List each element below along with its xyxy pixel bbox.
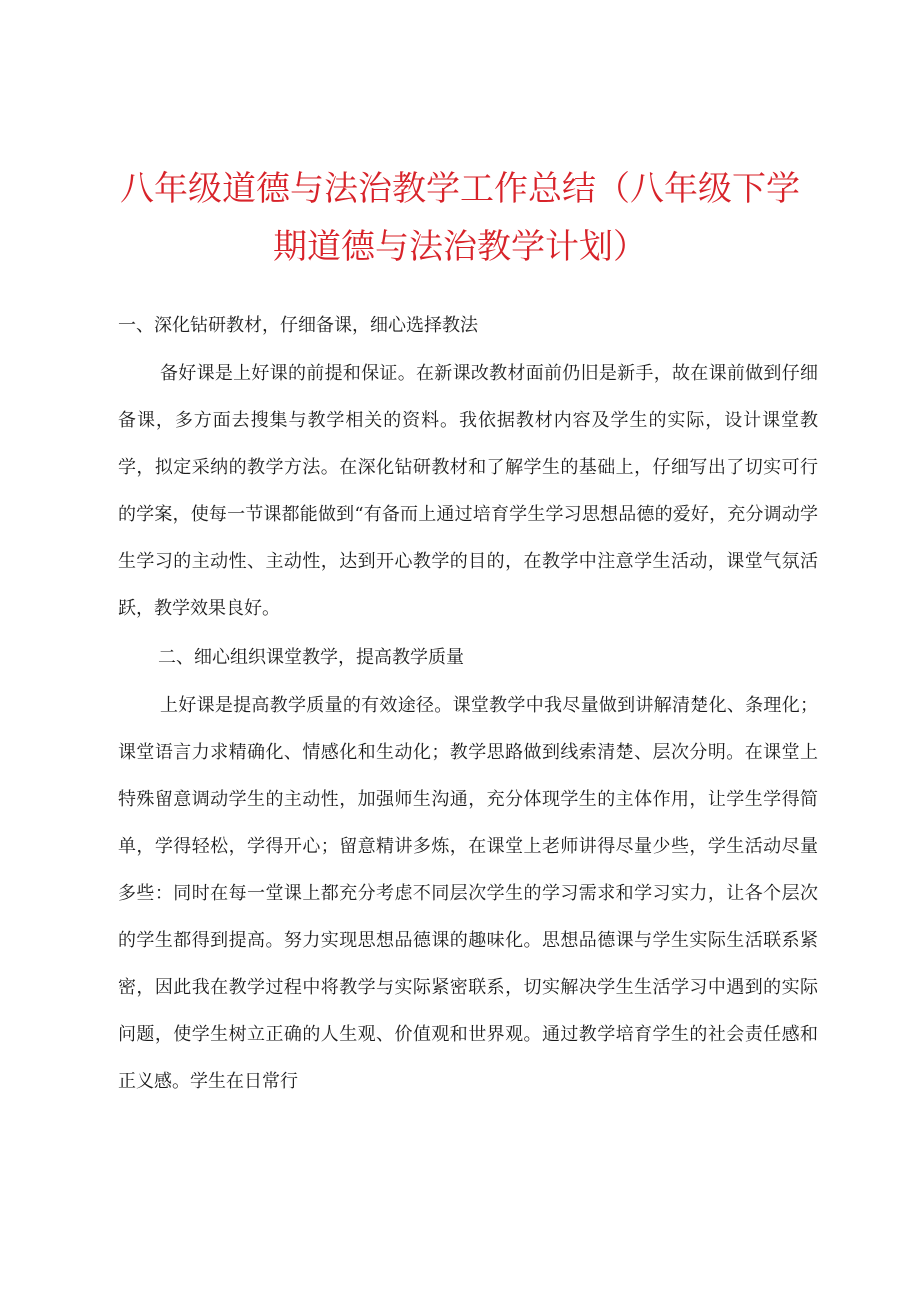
document-title-line-2: 期道德与法治教学计划） [273,227,647,267]
section-heading-1: 一、深化钻研教材，仔细备课，细心选择教法 [118,315,478,336]
document-body [118,300,818,1105]
section-paragraph-2: 上好课是提高教学质量的有效途径。课堂教学中我尽量做到讲解清楚化、条理化；课堂语言力求精确化、情感化和生动化；教学思路做到线索清楚、层次分明。在课堂上特殊留意调动学生的主动性，加强师生沟通，充分体现学生的主体作用，让学生学得简单，学得轻松，学得开心；留意精讲多炼，在课堂上老师讲得尽量少些，学生活动尽量多些：同时在每一堂课上都充分考虑不同层次学生的学习需求和学习实力，让各个层次的学生都得到提高。努力实现思想品德课的趣味化。思想品德课与学生实际生活联系紧密，因此我在教学过程中将教学与实际紧密联系，切实解决学生生活学习中遇到的实际问题，使学生树立正确的人生观、价值观和世界观。通过教学培育学生的社会责任感和正义感。学生在日常行 [118,695,818,1092]
section-heading-2: 二、细心组织课堂教学，提高教学质量 [158,647,464,668]
section-paragraph-1: 备好课是上好课的前提和保证。在新课改教材面前仍旧是新手，故在课前做到仔细备课，多方面去搜集与教学相关的资料。我依据教材内容及学生的实际，设计课堂教学，拟定采纳的教学方法。在深化钻研教材和了解学生的基础上，仔细写出了切实可行的学案，使每一节课都能做到“有备而上通过培育学生学习思想品德的爱好，充分调动学生学习的主动性、主动性，达到开心教学的目的，在教学中注意学生活动，课堂气氛活跃，教学效果良好。 [118,363,818,619]
document-title-line-1: 八年级道德与法治教学工作总结（八年级下学 [120,169,800,209]
